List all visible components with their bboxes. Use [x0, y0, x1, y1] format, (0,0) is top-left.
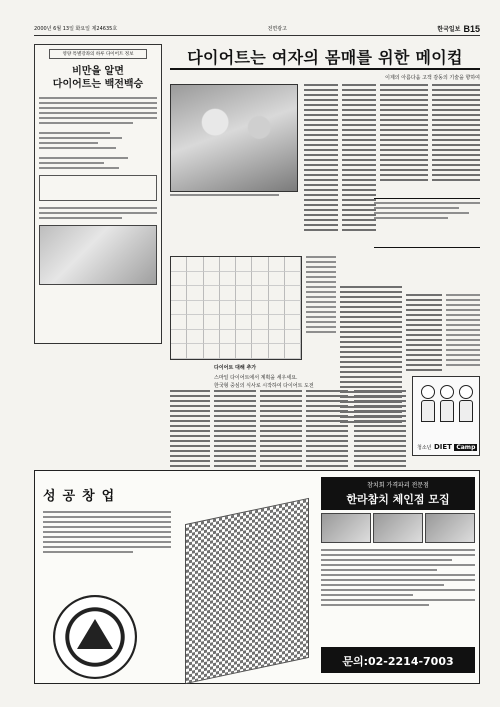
left-sidebar-box	[34, 44, 162, 344]
left-list-block	[39, 132, 157, 149]
lower-subhead	[214, 364, 348, 390]
pull-quote	[374, 198, 480, 248]
main-photo	[170, 84, 298, 192]
ad-banner	[321, 477, 475, 510]
ad-details	[321, 549, 475, 606]
right-sidebar	[446, 294, 480, 366]
left-notes	[39, 207, 157, 219]
ad-pattern-graphic	[185, 498, 309, 684]
left-tag: 영양 특별강좌의 하루 다이어트 정보	[49, 49, 147, 59]
article-title: 다이어트는 여자의 몸매를 위한 메이컵	[170, 44, 480, 70]
subhead-text-2: 한국형 중심의 식사로 시작하여 다이어트 도전	[214, 383, 314, 389]
left-headline	[39, 65, 157, 91]
camp-label	[417, 443, 477, 451]
ad-right-panel	[321, 477, 475, 679]
camp-label-tag: Camp	[456, 444, 476, 451]
main-photo-caption	[170, 194, 298, 196]
body-column-6	[406, 294, 442, 371]
page-number: B15	[463, 23, 480, 34]
body-column-1	[304, 84, 338, 231]
cartoon-girl-2	[438, 385, 456, 423]
camp-label-word: DIET	[433, 443, 452, 451]
ad-body-text	[43, 511, 171, 553]
ad-phone-number: 문의:02-2214-7003	[342, 655, 454, 668]
article-subtitle: 이제의 아름다움 고객 감동의 기술을 향하여	[385, 75, 480, 81]
body-column-4	[432, 84, 480, 181]
ad-banner-big: 한라참치 체인점 모집	[346, 493, 450, 506]
left-headline-line1: 비만을 알면	[72, 66, 124, 77]
left-body-text	[39, 97, 157, 124]
ad-title: 성공창업	[43, 489, 122, 504]
newspaper-logo: 한국일보	[437, 26, 461, 33]
diet-camp-illustration	[412, 376, 480, 456]
subhead-label: 다이어트 대해 추가	[214, 365, 257, 371]
article-area	[34, 38, 480, 468]
lower-column-2	[214, 390, 256, 467]
left-table	[39, 175, 157, 201]
data-table	[170, 256, 302, 360]
ad-seal-logo	[53, 595, 137, 679]
masthead	[437, 24, 480, 34]
camp-label-prefix: 청소년	[417, 445, 432, 451]
lower-column-3	[260, 390, 302, 467]
cartoon-girl-3	[457, 385, 475, 423]
page-header	[34, 22, 480, 36]
body-column-2	[342, 84, 376, 231]
lower-column-4	[306, 390, 348, 467]
ad-photos	[321, 513, 475, 543]
body-column-3	[380, 84, 428, 181]
cartoon-girl-1	[419, 385, 437, 423]
left-photo	[39, 225, 157, 285]
side-notes	[306, 256, 336, 333]
subhead-text-1: 스마일 다이어트에서 계획을 세우세요.	[214, 375, 298, 381]
ad-banner-small: 참치회 가격파괴 전문점	[367, 482, 429, 489]
section-label: 전면광고	[267, 26, 287, 32]
ad-phone-band	[321, 647, 475, 673]
lower-column-1	[170, 390, 210, 467]
advertisement	[34, 470, 480, 684]
left-headline-line2: 다이어트는 백전백승	[52, 79, 144, 90]
lower-column-5	[354, 390, 406, 467]
left-list-block-2	[39, 157, 157, 169]
issue-date: 2000년 6월 13일 화요일 제24635호	[34, 26, 118, 32]
